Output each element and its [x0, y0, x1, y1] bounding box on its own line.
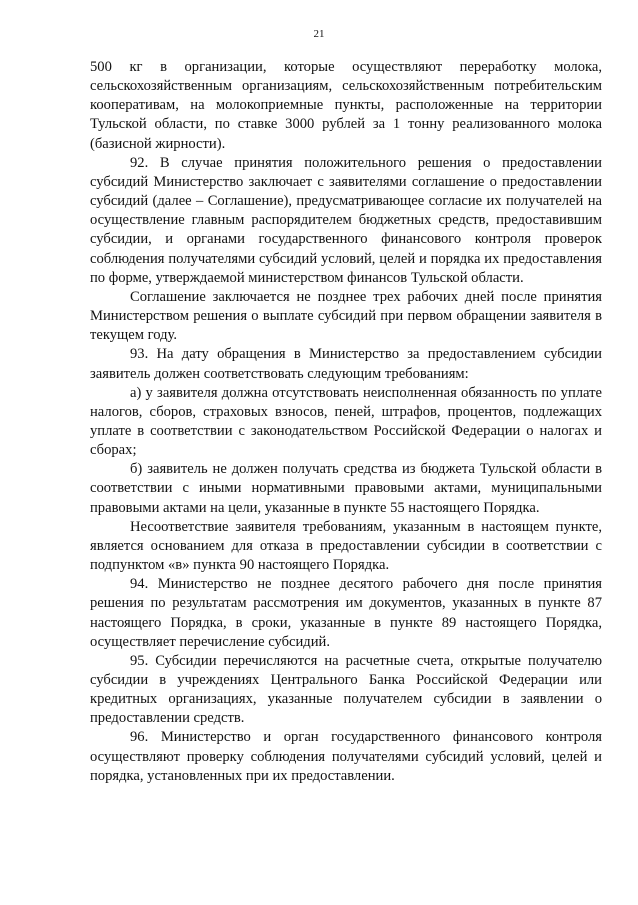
paragraph-92: 92. В случае принятия положительного решения о предоставлении субсидий Министерство заключает с заявителями соглашение о предоставлении субсидий (далее – Соглашение), предусматривающее согласие их получателей на осуществление главным распорядителем бюджетных средств, предоставившим субсидии, и органами государственного финансового контроля проверок соблюдения получателями субсидий условий, целей и порядка их предоставления по форме, утверждаемой министерством финансов Тульской области. [90, 154, 602, 286]
paragraph-94: 94. Министерство не позднее десятого рабочего дня после принятия решения по результатам рассмотрения им документов, указанных в пункте 87 настоящего Порядка, в сроки, указанные в пункте 89 настоящего Порядка, осуществляет перечисление субсидий. [90, 576, 602, 650]
paragraph-93-item-b: б) заявитель не должен получать средства из бюджета Тульской области в соответствии с иными нормативными правовыми актами, муниципальными правовыми актами на цели, указанные в пункте 55 настоящего Порядка. [90, 461, 602, 516]
paragraph-agreement-deadline: Соглашение заключается не позднее трех рабочих дней после принятия Министерством решения о выплате субсидий при первом обращении заявителя в текущем году. [90, 288, 602, 344]
paragraph-continuation: 500 кг в организации, которые осуществляют переработку молока, сельскохозяйственным организациям, сельскохозяйственным потребительским кооперативам, на молокоприемные пункты, расположенные на территории Тульской области, по ставке 3000 рублей за 1 тонну реализованного молока (базисной жирности). [90, 59, 602, 152]
document-body [90, 58, 602, 786]
paragraph-noncompliance: Несоответствие заявителя требованиям, указанным в настоящем пункте, является основанием для отказа в предоставлении субсидии в соответствии с подпунктом «в» пункта 90 настоящего Порядка. [90, 518, 602, 574]
page-number: 21 [313, 28, 325, 40]
paragraph-93-item-a: а) у заявителя должна отсутствовать неисполненная обязанность по уплате налогов, сборов, страховых взносов, пеней, штрафов, процентов, подлежащих уплате в соответствии с законодательством Российской Федерации о налогах и сборах; [90, 384, 602, 459]
paragraph-93: 93. На дату обращения в Министерство за предоставлением субсидии заявитель должен соответствовать следующим требованиям: [90, 346, 602, 382]
paragraph-96: 96. Министерство и орган государственного финансового контроля осуществляют проверку соблюдения получателями субсидий условий, целей и порядка, установленных при их предоставлении. [90, 729, 602, 784]
paragraph-95: 95. Субсидии перечисляются на расчетные счета, открытые получателю субсидии в учреждениях Центрального Банка Российской Федерации или кредитных организациях, указанные получателем субсидии в заявлении о предоставлении средств. [90, 652, 602, 727]
